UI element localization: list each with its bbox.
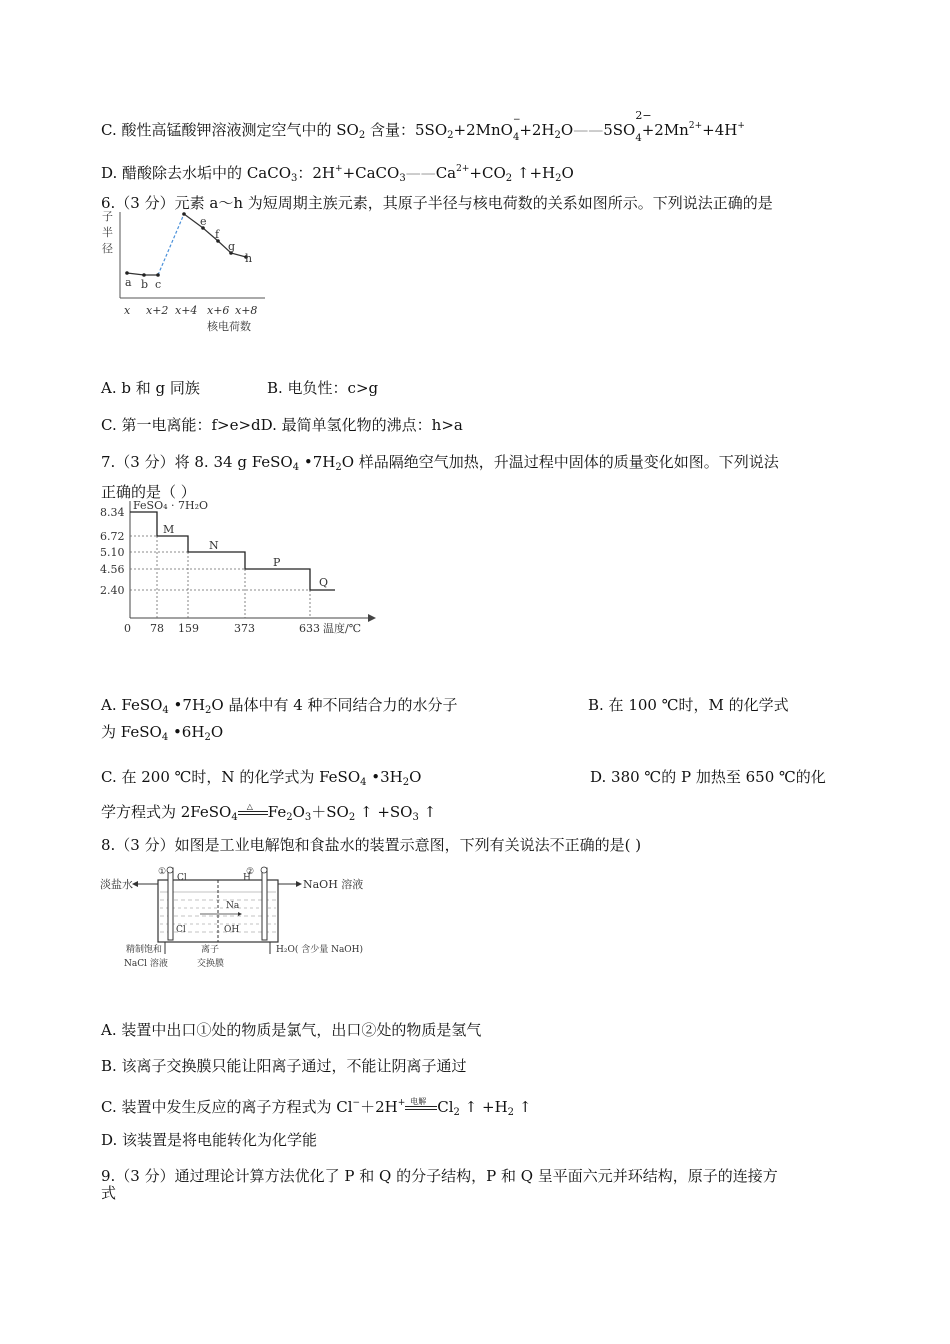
q8-membrane-2: 交换膜 <box>197 959 225 969</box>
q8-stem: 8.（3 分）如图是工业电解饱和食盐水的装置示意图，下列有关说法不正确的是( ) <box>101 836 642 854</box>
q6-point-b <box>142 273 146 277</box>
q6-xtick-1: x <box>124 304 131 317</box>
q8-option-b: B. 该离子交换膜只能让阳离子通过，不能让阴离子通过 <box>101 1057 467 1075</box>
q5-option-c: C. 酸性高锰酸钾溶液测定空气中的 $SO_2$ 含量：$5SO_2+2MnO_4$ − $+2H_2O——5SO_4$ 2− $+2Mn^{2+}+4H^+$ <box>101 109 745 144</box>
q7-xtick-5: 633 <box>299 622 320 635</box>
q6-xlabel: 核电荷数 <box>207 320 251 333</box>
q6-ylabel-2: 半 <box>102 226 113 239</box>
q7-option-b-line2: 为 FeSO$_4$ $•6H_2O$ <box>101 723 224 743</box>
q8-right-out-label: NaOH 溶液 <box>303 878 364 891</box>
q6-label-h: h <box>245 252 253 265</box>
q6-point-c <box>156 273 160 277</box>
q8-right-in: H₂O( 含少量 NaOH) <box>276 945 364 955</box>
q8-cathode-terminal <box>261 867 267 873</box>
q7-label-p: P <box>273 556 281 569</box>
q6-dashed-link <box>158 214 184 275</box>
q7-label-q: Q <box>319 576 329 589</box>
q7-ytick-5: 2.40 <box>100 584 125 597</box>
q8-left-out-label: 淡盐水 <box>100 878 133 891</box>
q8-option-a: A. 装置中出口①处的物质是氯气，出口②处的物质是氢气 <box>101 1021 482 1039</box>
q7-ytick-3: 5.10 <box>100 546 125 559</box>
q8-electrolysis-figure <box>100 866 370 976</box>
q7-xlabel: 温度/℃ <box>323 622 362 635</box>
q6-option-cd: C. 第一电离能：f>e>dD. 最简单氢化物的沸点：h>a <box>101 416 463 434</box>
q6-point-a <box>125 271 129 275</box>
q8-na: Na <box>226 901 240 911</box>
q6-radius-figure <box>100 208 270 338</box>
q6-ylabel-3: 径 <box>102 242 113 255</box>
q9-stem-line2: 式 <box>101 1184 117 1202</box>
q8-left-in-1: 精制饱和 <box>126 945 163 955</box>
q7-stem-line1: 7.（3 分）将 8. 34 g FeSO$_4$ $•7H_2O$ 样品隔绝空气加热，升温过程中固体的质量变化如图。下列说法 <box>101 453 779 473</box>
q7-xtick-1: 0 <box>124 622 131 635</box>
q8-cathode <box>262 868 267 940</box>
q5-option-d: D. 醋酸除去水垢中的 CaCO$_3$：$2H^++CaCO_3——Ca^{2+}+CO_2$ $↑+H_2O$ <box>101 164 574 184</box>
q6-label-e: e <box>200 215 207 228</box>
q7-label-feso4: FeSO₄ · 7H₂O <box>133 499 209 512</box>
q6-point-d <box>182 212 186 216</box>
q8-cl-top: Cl <box>177 873 187 883</box>
q7-mass-curve <box>130 512 335 590</box>
q7-stem-line2: 正确的是（ ） <box>101 483 196 501</box>
q9-stem-line1: 9.（3 分）通过理论计算方法优化了 P 和 Q 的分子结构，P 和 Q 呈平面六元并环结构，原子的连接方 <box>101 1167 778 1185</box>
q6-xtick-4: x+6 <box>207 304 230 317</box>
q7-option-d-line1: D. 380 ℃的 P 加热至 650 ℃的化 <box>590 768 826 786</box>
q7-guides <box>130 536 310 618</box>
q7-ytick-4: 4.56 <box>100 563 125 576</box>
q8-option-d: D. 该装置是将电能转化为化学能 <box>101 1131 318 1149</box>
q6-label-b: b <box>141 278 149 291</box>
q6-label-f: f <box>215 228 220 241</box>
q7-option-b-line1: B. 在 100 ℃时，M 的化学式 <box>588 696 789 714</box>
q8-anode-terminal <box>167 867 173 873</box>
q6-xtick-3: x+4 <box>175 304 198 317</box>
q8-outlet-2: ② <box>246 867 255 877</box>
q6-xtick-5: x+8 <box>235 304 258 317</box>
q8-electrolysis-condition: 电解 <box>410 1097 427 1106</box>
q8-cl-bottom: Cl <box>176 925 186 935</box>
q8-outlet-1: ① <box>158 867 167 877</box>
q8-anode <box>168 868 173 940</box>
q7-option-c: C. 在 200 ℃时，N 的化学式为 FeSO$_4$ $•3H_2O$ <box>101 768 422 788</box>
q7-xtick-2: 78 <box>150 622 164 635</box>
q7-label-m: M <box>163 523 175 536</box>
q6-label-g: g <box>228 240 236 253</box>
q6-label-c: c <box>155 278 162 291</box>
q6-option-a: A. b 和 g 同族 <box>101 379 200 397</box>
q8-oh: OH <box>224 925 240 935</box>
q6-option-b: B. 电负性：c>g <box>267 379 379 397</box>
q8-left-in-2: NaCl 溶液 <box>124 959 168 969</box>
q7-x-arrow <box>368 614 376 622</box>
q7-label-n: N <box>209 539 219 552</box>
q7-option-d-line2: 学方程式为 2FeSO$_4$ △ $Fe_2O_3+SO_2$ ↑ $+SO_3$ ↑ <box>101 802 436 828</box>
q6-stem: 6.（3 分）元素 a～h 为短周期主族元素，其原子半径与核电荷数的关系如图所示。下列说法正确的是 <box>101 194 773 212</box>
q6-ylabel-1: 子 <box>102 210 113 223</box>
q7-option-a: A. FeSO$_4$ $•7H_2O$ 晶体中有 4 种不同结合力的水分子 <box>101 696 458 716</box>
q6-xtick-2: x+2 <box>146 304 169 317</box>
q8-membrane-1: 离子 <box>201 945 220 955</box>
q7-ytick-1: 8.34 <box>100 506 125 519</box>
q8-h-top: H <box>243 873 251 883</box>
q6-label-a: a <box>125 276 132 289</box>
q7-mass-figure <box>100 496 390 646</box>
q7-xtick-3: 159 <box>178 622 199 635</box>
q7-heat-condition: △ <box>246 802 253 811</box>
q7-ytick-2: 6.72 <box>100 530 125 543</box>
q7-xtick-4: 373 <box>234 622 255 635</box>
q8-option-c: C. 装置中发生反应的离子方程式为 Cl−＋2H+ 电解 $Cl_2$ ↑ $+H_2$ ↑ <box>101 1093 531 1123</box>
